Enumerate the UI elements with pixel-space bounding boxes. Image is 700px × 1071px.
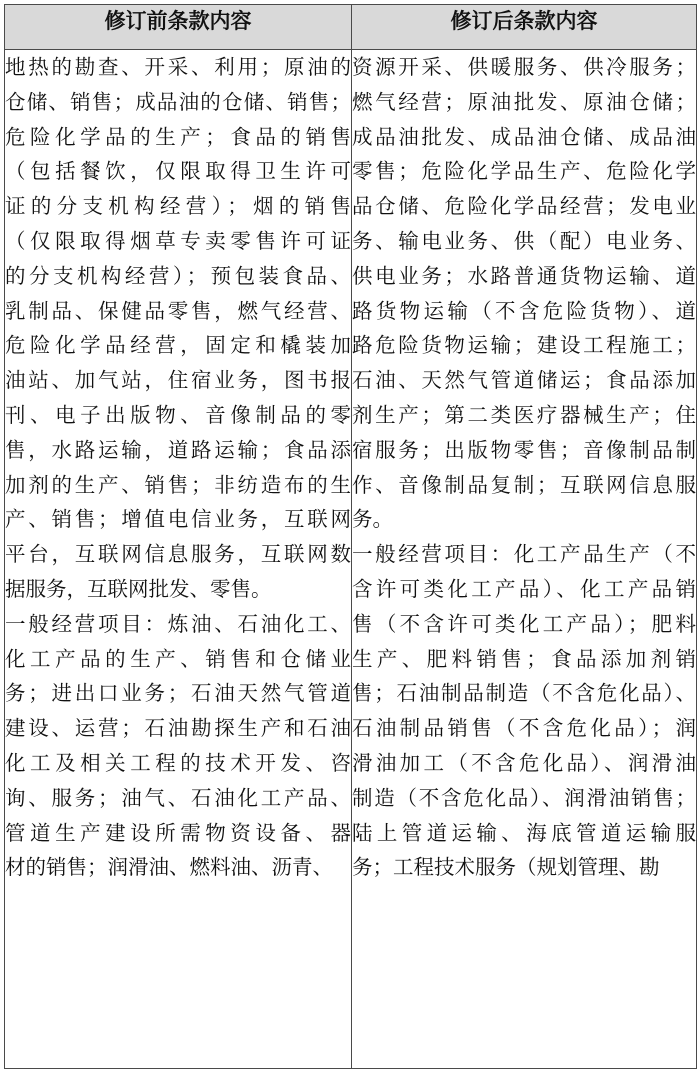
- text-line: 危险化学品的生产；食品的销售: [5, 124, 351, 149]
- text-line: 石油制品销售（不含危化品）；润: [352, 716, 696, 741]
- text-line: 剂生产；第二类医疗器械生产；住: [352, 402, 696, 427]
- text-line: 务；进出口业务；石油天然气管道: [5, 681, 351, 706]
- text-line: 刊、电子出版物、音像制品的零: [5, 402, 351, 427]
- text-line: 证的分支机构经营）；烟的销售: [5, 194, 351, 219]
- text-line: 务。: [352, 507, 393, 532]
- text-line: 资源开采、供暖服务、供冷服务；: [352, 55, 696, 79]
- text-line: 油站、加气站，住宿业务，图书报: [5, 368, 351, 393]
- text-line: 路货物运输（不含危险货物）、道: [352, 298, 696, 323]
- text-line: 陆上管道运输、海底管道运输服: [352, 820, 696, 845]
- text-line: 产、销售；增值电信业务，互联网: [5, 507, 351, 532]
- text-line: 燃气经营；原油批发、原油仓储；: [352, 89, 696, 114]
- text-line: 作、音像制品复制；互联网信息服: [352, 472, 696, 497]
- text-line: 零售；危险化学品生产、危险化学: [352, 159, 696, 184]
- text-line: 材的销售；润滑油、燃料油、沥青、: [5, 855, 333, 880]
- header-before-revision: 修订前条款内容: [5, 5, 352, 50]
- text-line: 售，水路运输，道路运输；食品添: [5, 437, 351, 462]
- text-line: 一般经营项目：炼油、石油化工、: [5, 611, 351, 636]
- text-line: 地热的勘查、开采、利用；原油的: [5, 55, 351, 79]
- text-line: 乳制品、保健品零售，燃气经营、: [5, 298, 351, 323]
- text-line: 供电业务；水路普通货物运输、道: [352, 263, 696, 288]
- revision-comparison-table: [4, 4, 697, 1069]
- text-line: 宿服务；出版物零售；音像制品制: [352, 437, 696, 462]
- text-line: 滑油加工（不含危化品）、润滑油: [352, 750, 696, 775]
- text-line: 品仓储、危险化学品经营；发电业: [352, 194, 696, 219]
- text-line: 售（不含许可类化工产品）；肥料: [352, 611, 696, 636]
- text-line: 成品油批发、成品油仓储、成品油: [352, 124, 696, 149]
- before-revision-content: [5, 50, 352, 1069]
- text-line: 石油、天然气管道储运；食品添加: [352, 368, 696, 393]
- text-line: 询、服务；油气、石油化工产品、: [5, 785, 351, 810]
- text-line: （包括餐饮，仅限取得卫生许可: [5, 159, 351, 184]
- text-line: 化工及相关工程的技术开发、咨: [5, 750, 351, 775]
- text-line: 路危险货物运输；建设工程施工；: [352, 333, 696, 358]
- text-line: （仅限取得烟草专卖零售许可证: [5, 228, 351, 253]
- text-line: 一般经营项目：化工产品生产（不: [352, 542, 696, 567]
- after-revision-content: [352, 50, 697, 1069]
- header-row: [5, 5, 697, 50]
- text-line: 仓储、销售；成品油的仓储、销售；: [5, 89, 351, 114]
- text-line: 务、输电业务、供（配）电业务、: [352, 228, 696, 253]
- text-line: 务；工程技术服务（规划管理、勘: [352, 855, 660, 880]
- text-line: 平台，互联网信息服务，互联网数: [5, 542, 351, 567]
- text-line: 危险化学品经营，固定和橇装加: [5, 333, 351, 358]
- text-line: 管道生产建设所需物资设备、器: [5, 820, 351, 845]
- text-line: 的分支机构经营）；预包装食品、: [5, 263, 351, 288]
- text-line: 加剂的生产、销售；非纺造布的生: [5, 472, 351, 497]
- text-line: 售；石油制品制造（不含危化品）、: [352, 681, 696, 706]
- text-line: 生产、肥料销售；食品添加剂销: [352, 646, 696, 671]
- content-row: [5, 50, 697, 1069]
- text-line: 建设、运营；石油勘探生产和石油: [5, 716, 351, 741]
- text-line: 化工产品的生产、销售和仓储业: [5, 646, 351, 671]
- text-line: 制造（不含危化品）、润滑油销售；: [352, 785, 696, 810]
- header-after-revision: 修订后条款内容: [352, 5, 697, 50]
- text-line: 据服务，互联网批发、零售。: [5, 576, 272, 601]
- text-line: 含许可类化工产品）、化工产品销: [352, 576, 696, 601]
